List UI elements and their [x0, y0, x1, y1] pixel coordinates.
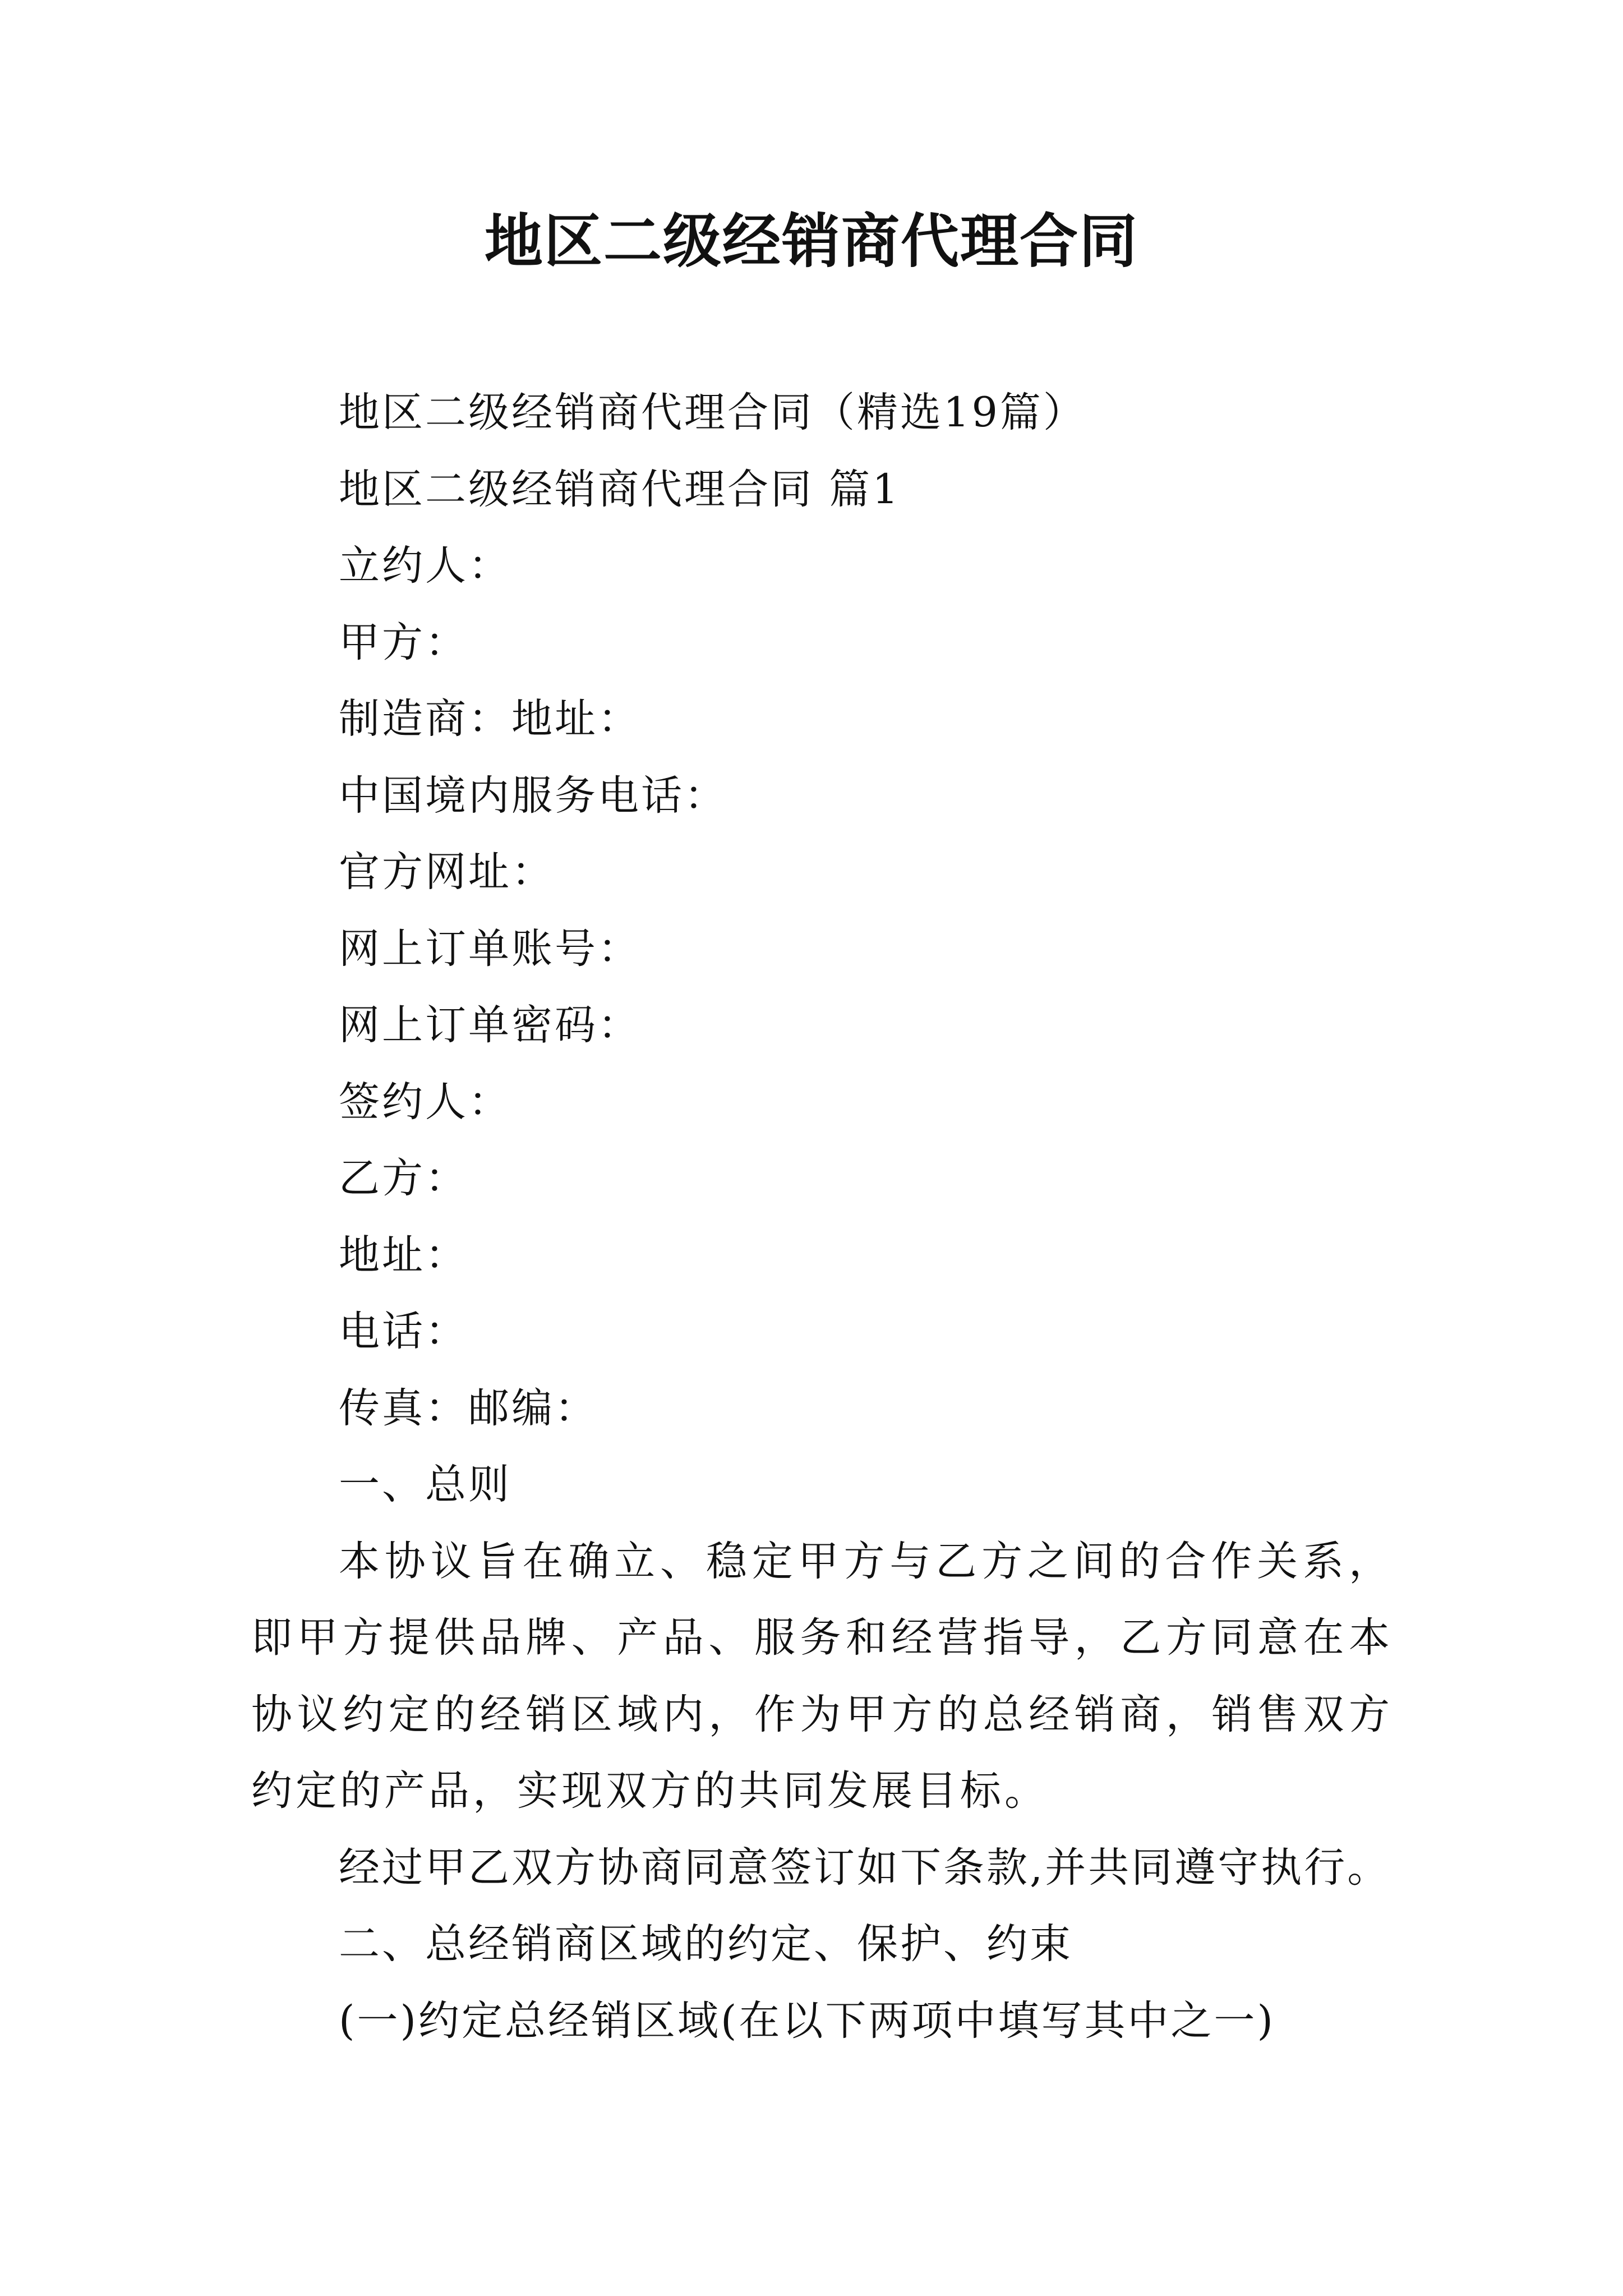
paragraph-agreement-note: 经过甲乙双方协商同意签订如下条款,并共同遵守执行。 [339, 1843, 1391, 1892]
paragraph-field-website: 官方网址： [339, 848, 555, 896]
paragraph-field-party-b: 乙方： [339, 1154, 468, 1202]
paragraph-field-phone: 电话： [339, 1308, 468, 1355]
paragraph-field-contractor: 立约人： [339, 542, 511, 590]
paragraph-heading-general: 一、总则 [339, 1461, 511, 1508]
document-body [251, 375, 1393, 2059]
paragraph-section-heading: 地区二级经销商代理合同 篇1 [339, 465, 901, 513]
paragraph-subtitle: 地区二级经销商代理合同（精选19篇） [339, 389, 1086, 436]
paragraph-heading-region: 二、总经销商区域的约定、保护、约束 [339, 1920, 1073, 1968]
paragraph-field-manufacturer-address: 制造商：地址： [339, 695, 641, 743]
paragraph-field-service-phone: 中国境内服务电话： [339, 771, 727, 820]
paragraph-field-address: 地址： [339, 1231, 468, 1279]
paragraph-general-purpose: 本协议旨在确立、稳定甲方与乙方之间的合作关系，即甲方提供品牌、产品、服务和经营指导，乙方同意在本协议约定的经销区域内，作为甲方的总经销商，销售双方约定的产品，实现双方的共同发展目标。 [251, 1537, 1393, 1815]
paragraph-field-order-account: 网上订单账号： [339, 924, 641, 973]
paragraph-field-party-a: 甲方： [339, 618, 468, 666]
paragraph-field-signatory: 签约人： [339, 1078, 511, 1126]
paragraph-region-item-1: (一)约定总经销区域(在以下两项中填写其中之一) [339, 1996, 1275, 2045]
paragraph-field-order-password: 网上订单密码： [339, 1001, 641, 1049]
document-title: 地区二级经销商代理合同 [484, 206, 1138, 275]
paragraph-field-fax-postcode: 传真：邮编： [339, 1384, 598, 1432]
